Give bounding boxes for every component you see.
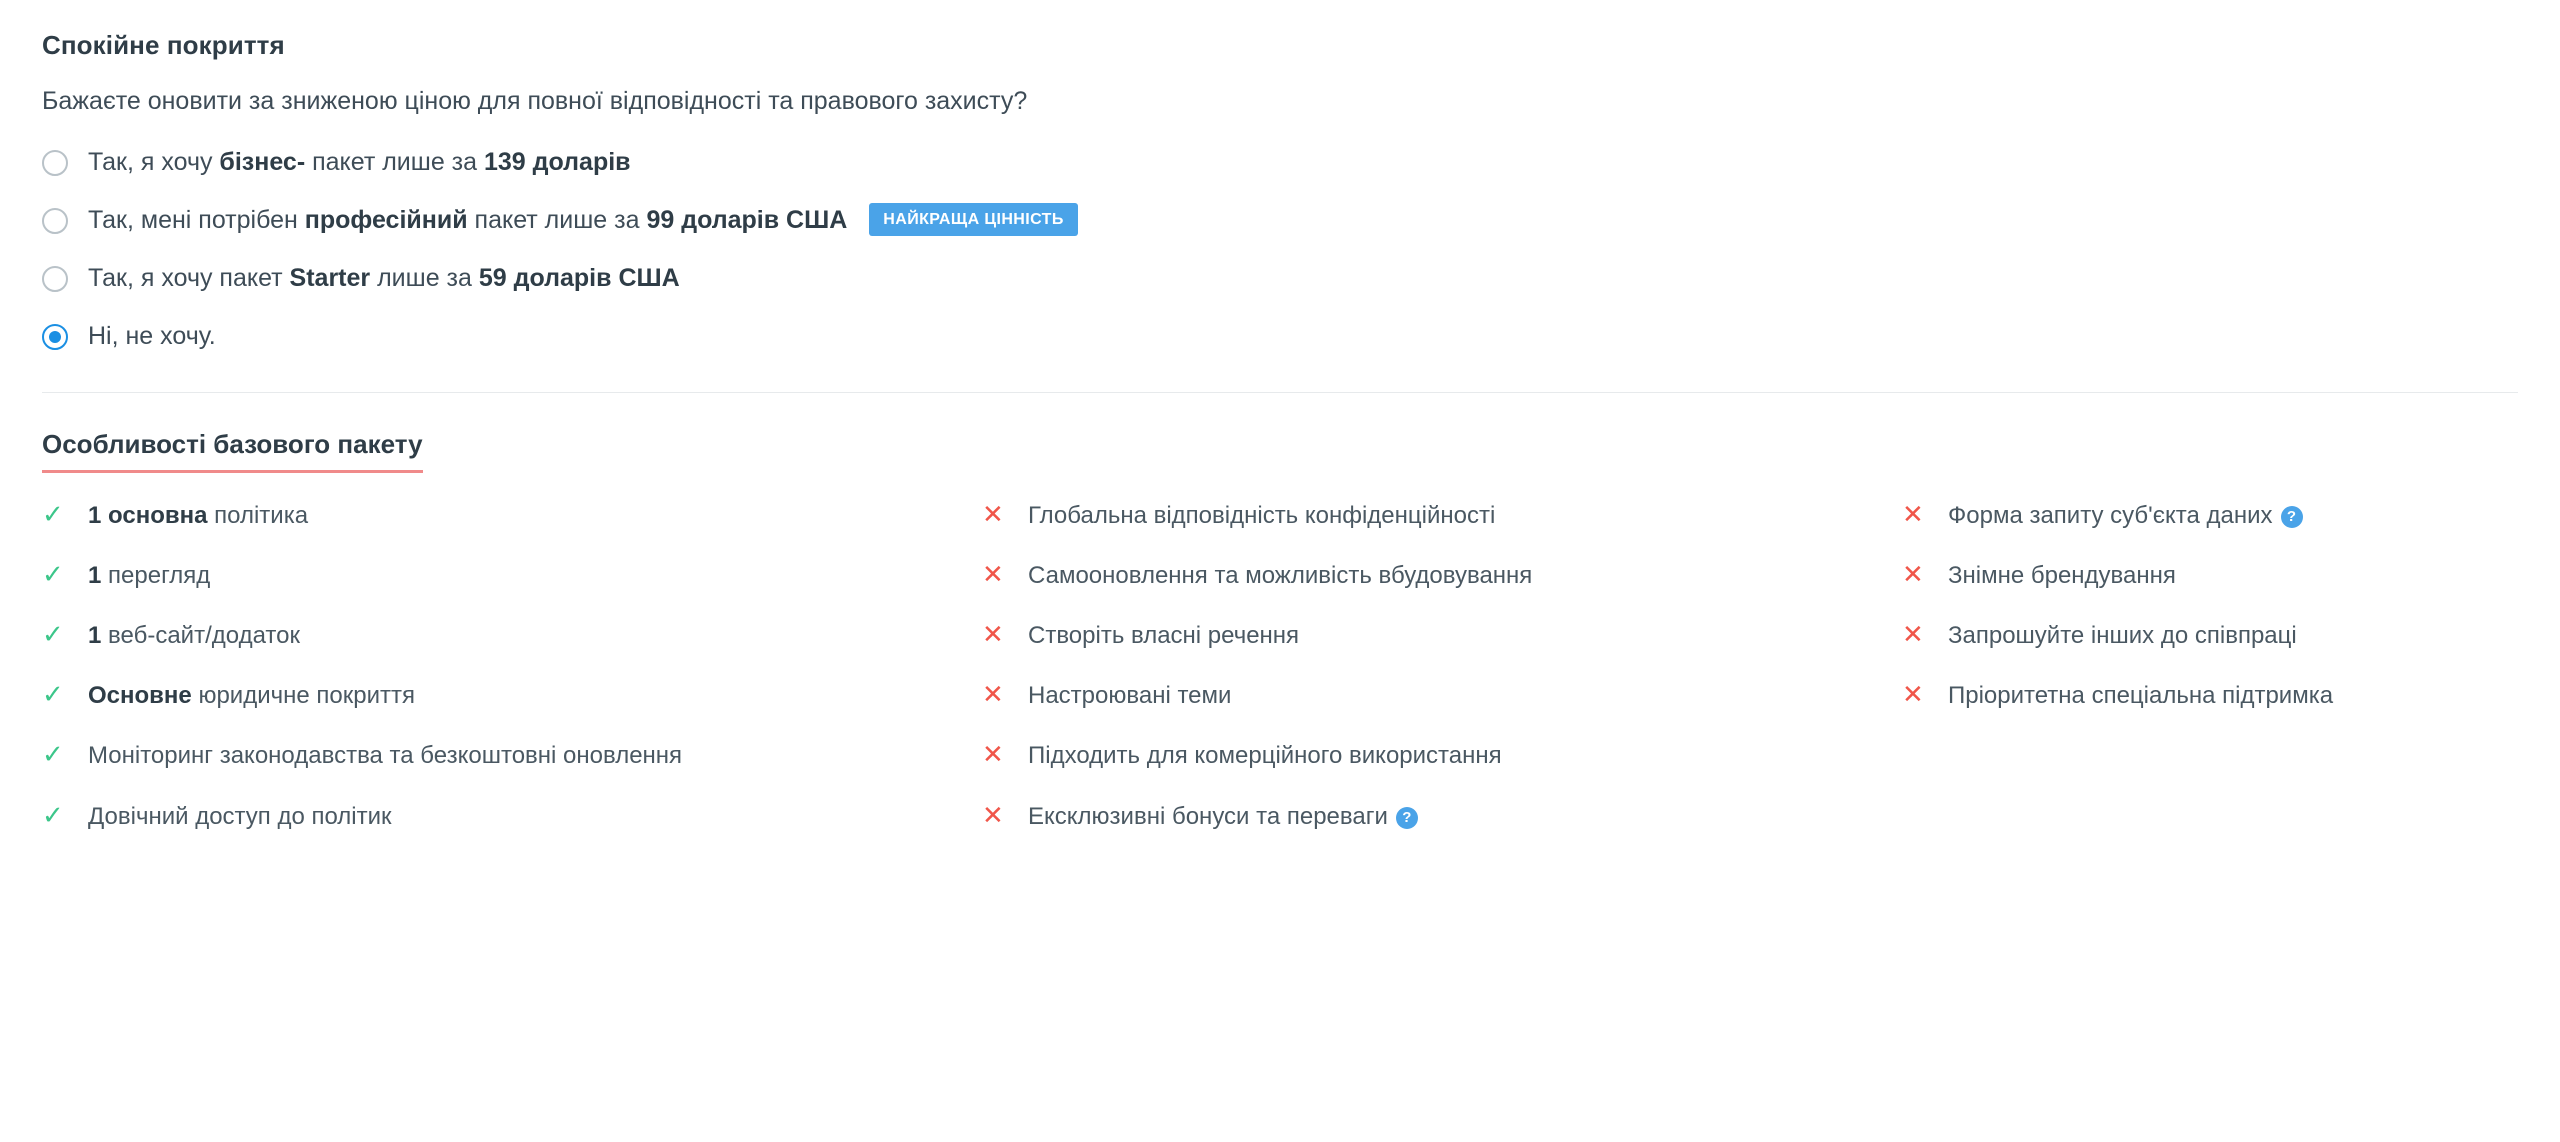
check-icon: ✓ xyxy=(42,499,64,529)
upsell-option-row[interactable] xyxy=(42,262,2518,296)
feature-item xyxy=(42,800,982,833)
radio-button[interactable] xyxy=(42,208,68,234)
cross-icon: ✕ xyxy=(982,799,1004,830)
feature-label: Форма запиту суб'єкта даних ? xyxy=(1948,499,2303,532)
feature-label: Запрошуйте інших до співпраці xyxy=(1948,622,2297,650)
radio-button[interactable] xyxy=(42,266,68,292)
upsell-option-label: Так, я хочу пакет Starter лише за 59 доларів США xyxy=(88,264,680,293)
upsell-option-row[interactable] xyxy=(42,146,2518,180)
feature-item xyxy=(42,619,982,652)
feature-item xyxy=(982,739,1902,772)
check-icon: ✓ xyxy=(42,619,64,650)
page-title: Спокійне покриття xyxy=(42,30,285,60)
check-icon: ✓ xyxy=(42,739,64,770)
feature-label: 1 основна політика xyxy=(88,502,309,529)
upsell-options xyxy=(42,146,2518,354)
feature-label: 1 веб-сайт/додаток xyxy=(88,622,300,650)
feature-label: Моніторинг законодавства та безкоштовні оновлення xyxy=(88,742,683,770)
features-title: Особливості базового пакету xyxy=(42,429,423,473)
best-value-badge: НАЙКРАЩА ЦІННІСТЬ xyxy=(869,203,1077,236)
feature-label: Самооновлення та можливість вбудовування xyxy=(1028,562,1533,590)
feature-item xyxy=(982,679,1902,712)
radio-button[interactable] xyxy=(42,150,68,176)
upsell-question: Бажаєте оновити за зниженою ціною для повної відповідності та правового захисту? xyxy=(42,87,1028,115)
cross-icon: ✕ xyxy=(1902,619,1924,650)
info-icon[interactable]: ? xyxy=(1396,807,1418,829)
upsell-option-label: Так, я хочу бізнес- пакет лише за 139 доларів xyxy=(88,148,631,177)
feature-item xyxy=(42,739,982,772)
upsell-option-row[interactable] xyxy=(42,320,2518,354)
feature-label: Довічний доступ до політик xyxy=(88,802,392,830)
cross-icon: ✕ xyxy=(982,619,1004,650)
features-column xyxy=(1902,499,2518,860)
feature-item xyxy=(982,499,1902,532)
check-icon: ✓ xyxy=(42,559,64,590)
cross-icon: ✕ xyxy=(1902,499,1924,529)
features-column xyxy=(982,499,1902,860)
feature-label: Основне юридичне покриття xyxy=(88,682,415,710)
upsell-option-label: Ні, не хочу. xyxy=(88,322,216,351)
features-column xyxy=(42,499,982,860)
feature-label: Настроювані теми xyxy=(1028,682,1232,710)
feature-item xyxy=(42,559,982,592)
feature-item xyxy=(1902,559,2518,592)
section-divider xyxy=(42,392,2518,393)
feature-label: Знімне брендування xyxy=(1948,562,2176,590)
feature-item xyxy=(982,800,1902,833)
feature-label: Підходить для комерційного використання xyxy=(1028,742,1502,770)
feature-item xyxy=(1902,679,2518,712)
upsell-option-label: Так, мені потрібен професійний пакет лише за 99 доларів США xyxy=(88,206,848,235)
feature-label: Пріоритетна спеціальна підтримка xyxy=(1948,682,2334,710)
cross-icon: ✕ xyxy=(982,559,1004,590)
features-heading-wrap xyxy=(42,429,423,473)
feature-item xyxy=(982,619,1902,652)
feature-label: Глобальна відповідність конфіденційності xyxy=(1028,502,1496,529)
feature-label: Ексклюзивні бонуси та переваги ? xyxy=(1028,800,1418,833)
cross-icon: ✕ xyxy=(1902,679,1924,710)
upsell-option-row[interactable] xyxy=(42,204,2518,238)
feature-item xyxy=(1902,619,2518,652)
features-grid xyxy=(42,499,2518,860)
cross-icon: ✕ xyxy=(982,739,1004,770)
feature-item xyxy=(982,559,1902,592)
cross-icon: ✕ xyxy=(1902,559,1924,590)
feature-item xyxy=(42,499,982,532)
feature-label: 1 перегляд xyxy=(88,562,211,590)
info-icon[interactable]: ? xyxy=(2281,506,2303,528)
radio-button[interactable] xyxy=(42,324,68,350)
check-icon: ✓ xyxy=(42,799,64,830)
cross-icon: ✕ xyxy=(982,499,1004,529)
check-icon: ✓ xyxy=(42,679,64,710)
feature-label: Створіть власні речення xyxy=(1028,622,1300,650)
feature-item xyxy=(1902,499,2518,532)
cross-icon: ✕ xyxy=(982,679,1004,710)
feature-item xyxy=(42,679,982,712)
